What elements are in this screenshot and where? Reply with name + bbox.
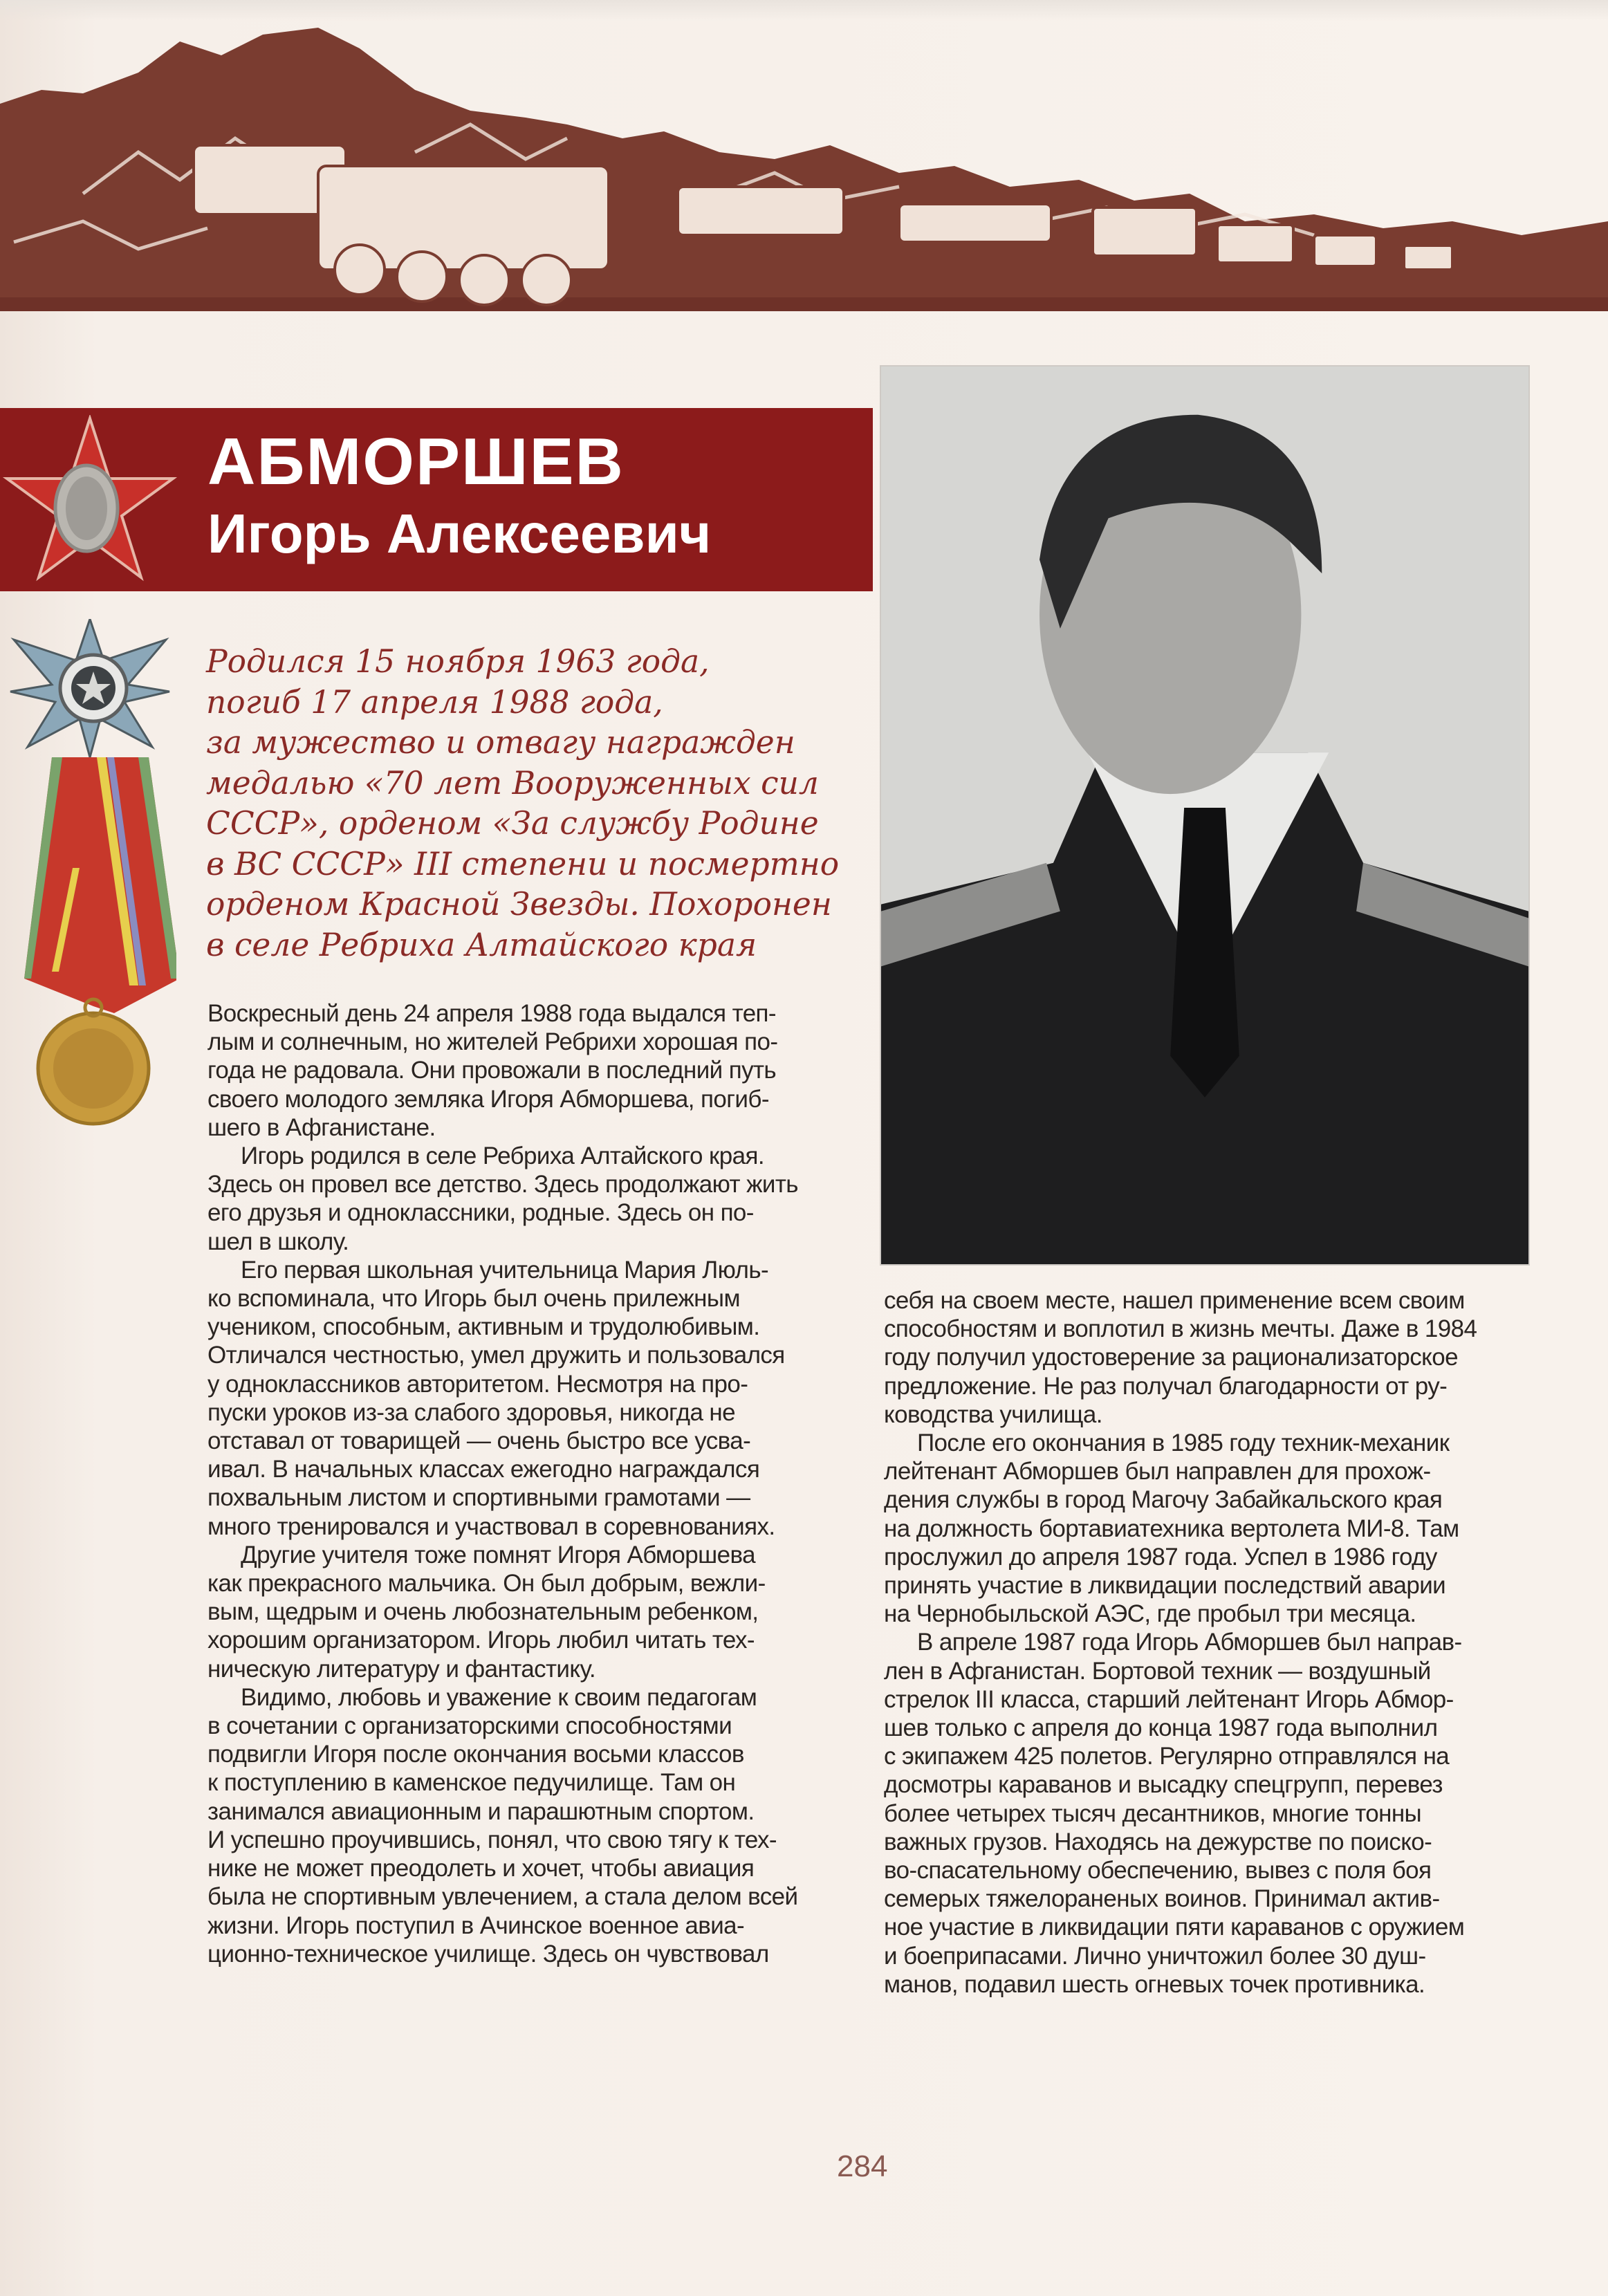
text-line: стрелок III класса, старший лейтенант Игорь Абмор- (884, 1685, 1454, 1713)
page-number: 284 (837, 2149, 888, 2183)
surname-heading: АБМОРШЕВ (207, 425, 625, 499)
text-line: ционно-техническое училище. Здесь он чувствовал (207, 1940, 769, 1968)
text-line: лым и солнечным, но жителей Ребрихи хорошая по- (207, 1028, 778, 1056)
text-line: предложение. Не раз получал благодарности от ру- (884, 1372, 1448, 1400)
text-line: Отличался честностью, умел дружить и пользовался (207, 1342, 785, 1369)
text-line: манов, подавил шесть огневых точек противника. (884, 1970, 1425, 1998)
text-line: с экипажем 425 полетов. Регулярно отправлялся на (884, 1743, 1450, 1770)
text-line: И успешно проучившись, понял, что свою тягу к тех- (207, 1826, 777, 1853)
text-line: году получил удостоверение за рационализаторское (884, 1344, 1458, 1371)
text-line: была не спортивным увлечением, а стала делом всей (207, 1883, 798, 1911)
summary-line: медалью «70 лет Вооруженных сил (206, 764, 819, 802)
text-line: досмотры караванов и высадку спецгрупп, перевез (884, 1771, 1443, 1799)
text-line: вым, щедрым и очень любознательным ребенком, (207, 1598, 759, 1626)
text-line: у одноклассников авторитетом. Несмотря на про- (207, 1370, 748, 1398)
summary-line: Родился 15 ноября 1963 года, (206, 643, 710, 680)
text-line: семерых тяжелораненых воинов. Принимал актив- (884, 1885, 1440, 1913)
text-line: ко вспоминала, что Игорь был очень прилежным (207, 1285, 740, 1313)
text-line: Другие учителя тоже помнят Игоря Абморшева (241, 1541, 755, 1568)
summary-line: погиб 17 апреля 1988 года, (206, 683, 663, 721)
text-line: жизни. Игорь поступил в Ачинское военное авиа- (207, 1911, 745, 1939)
text-line: во-спасательному обеспечению, вывез с поля боя (884, 1857, 1432, 1885)
text-line: прослужил до апреля 1987 года. Успел в 1986 году (884, 1543, 1437, 1571)
header-illustration (0, 14, 1608, 311)
text-line: в сочетании с организаторскими способностями (207, 1712, 732, 1740)
text-line: нике не может преодолеть и хочет, чтобы авиация (207, 1855, 755, 1882)
article-column-right (884, 1286, 1537, 1999)
text-line: Игорь родился в селе Ребриха Алтайского края. (241, 1142, 764, 1170)
text-line: принять участие в ликвидации последствий аварии (884, 1572, 1446, 1600)
text-line: ническую литературу и фантастику. (207, 1655, 595, 1683)
text-line: способностям и воплотил в жизнь мечты. Даже в 1984 (884, 1315, 1477, 1343)
order-of-red-star-icon (0, 415, 180, 588)
text-line: подвигли Игоря после окончания восьми классов (207, 1741, 744, 1768)
medal-70-years-armed-forces-icon (10, 750, 176, 1138)
summary-line: в селе Ребриха Алтайского края (206, 926, 757, 963)
biography-summary (206, 642, 840, 965)
order-for-service-to-motherland-icon (7, 619, 173, 757)
text-line: шел в школу. (207, 1228, 349, 1255)
text-line: ководства училища. (884, 1400, 1102, 1428)
text-line: Видимо, любовь и уважение к своим педагогам (241, 1683, 757, 1711)
text-line: учеником, способным, активным и трудолюбивым. (207, 1313, 760, 1341)
text-line: отставал от товарищей — очень быстро все усва- (207, 1427, 751, 1455)
summary-line: в ВС СССР» III степени и посмертно (206, 845, 840, 882)
given-names-heading: Игорь Алексеевич (207, 503, 712, 564)
text-line: лен в Афганистан. Бортовой техник — воздушный (884, 1657, 1431, 1685)
text-line: много тренировался и участвовал в соревнованиях. (207, 1512, 775, 1540)
text-line: Его первая школьная учительница Мария Люль- (241, 1256, 769, 1284)
text-line: лейтенант Абморшев был направлен для прохож- (884, 1458, 1431, 1485)
portrait-photo (880, 365, 1530, 1266)
text-line: шев только с апреля до конца 1987 года выполнил (884, 1714, 1438, 1742)
text-line: на должность бортавиатехника вертолета МИ-8. Там (884, 1515, 1459, 1542)
text-line: Воскресный день 24 апреля 1988 года выдался теп- (207, 1000, 776, 1027)
text-line: важных грузов. Находясь на дежурстве по поиско- (884, 1828, 1432, 1855)
text-line: своего молодого земляка Игоря Абморшева, погиб- (207, 1085, 769, 1113)
text-line: Здесь он провел все детство. Здесь продолжают жить (207, 1171, 798, 1198)
text-line: дения службы в город Магочу Забайкальского края (884, 1486, 1443, 1514)
text-line: более четырех тысяч десантников, многие тонны (884, 1799, 1422, 1827)
text-line: шего в Афганистане. (207, 1113, 436, 1141)
text-line: похвальным листом и спортивными грамотами — (207, 1484, 750, 1512)
text-line: и боеприпасами. Лично уничтожил более 30 душ- (884, 1942, 1426, 1970)
text-line: В апреле 1987 года Игорь Абморшев был направ- (917, 1629, 1462, 1656)
text-line: пуски уроков из-за слабого здоровья, никогда не (207, 1398, 736, 1426)
text-line: к поступлению в каменское педучилище. Там он (207, 1769, 736, 1797)
article-column-left (207, 999, 861, 1968)
text-line: После его окончания в 1985 году техник-механик (917, 1429, 1450, 1457)
summary-line: за мужество и отвагу награжден (206, 724, 795, 761)
summary-line: орденом Красной Звезды. Похоронен (206, 886, 832, 923)
mountain-convoy-icon (0, 14, 1608, 311)
text-line: на Чернобыльской АЭС, где пробыл три месяца. (884, 1600, 1416, 1628)
text-line: его друзья и одноклассники, родные. Здесь он по- (207, 1199, 754, 1227)
text-line: себя на своем месте, нашел применение всем своим (884, 1287, 1465, 1314)
text-line: занимался авиационным и парашютным спортом. (207, 1797, 755, 1825)
text-line: как прекрасного мальчика. Он был добрым, вежли- (207, 1570, 766, 1598)
text-line: ивал. В начальных классах ежегодно награждался (207, 1456, 760, 1483)
text-line: года не радовала. Они провожали в последний путь (207, 1057, 777, 1084)
summary-line: СССР», орденом «За службу Родине (206, 805, 819, 842)
text-line: хорошим организатором. Игорь любил читать тех- (207, 1627, 755, 1654)
text-line: ное участие в ликвидации пяти караванов с оружием (884, 1914, 1465, 1941)
